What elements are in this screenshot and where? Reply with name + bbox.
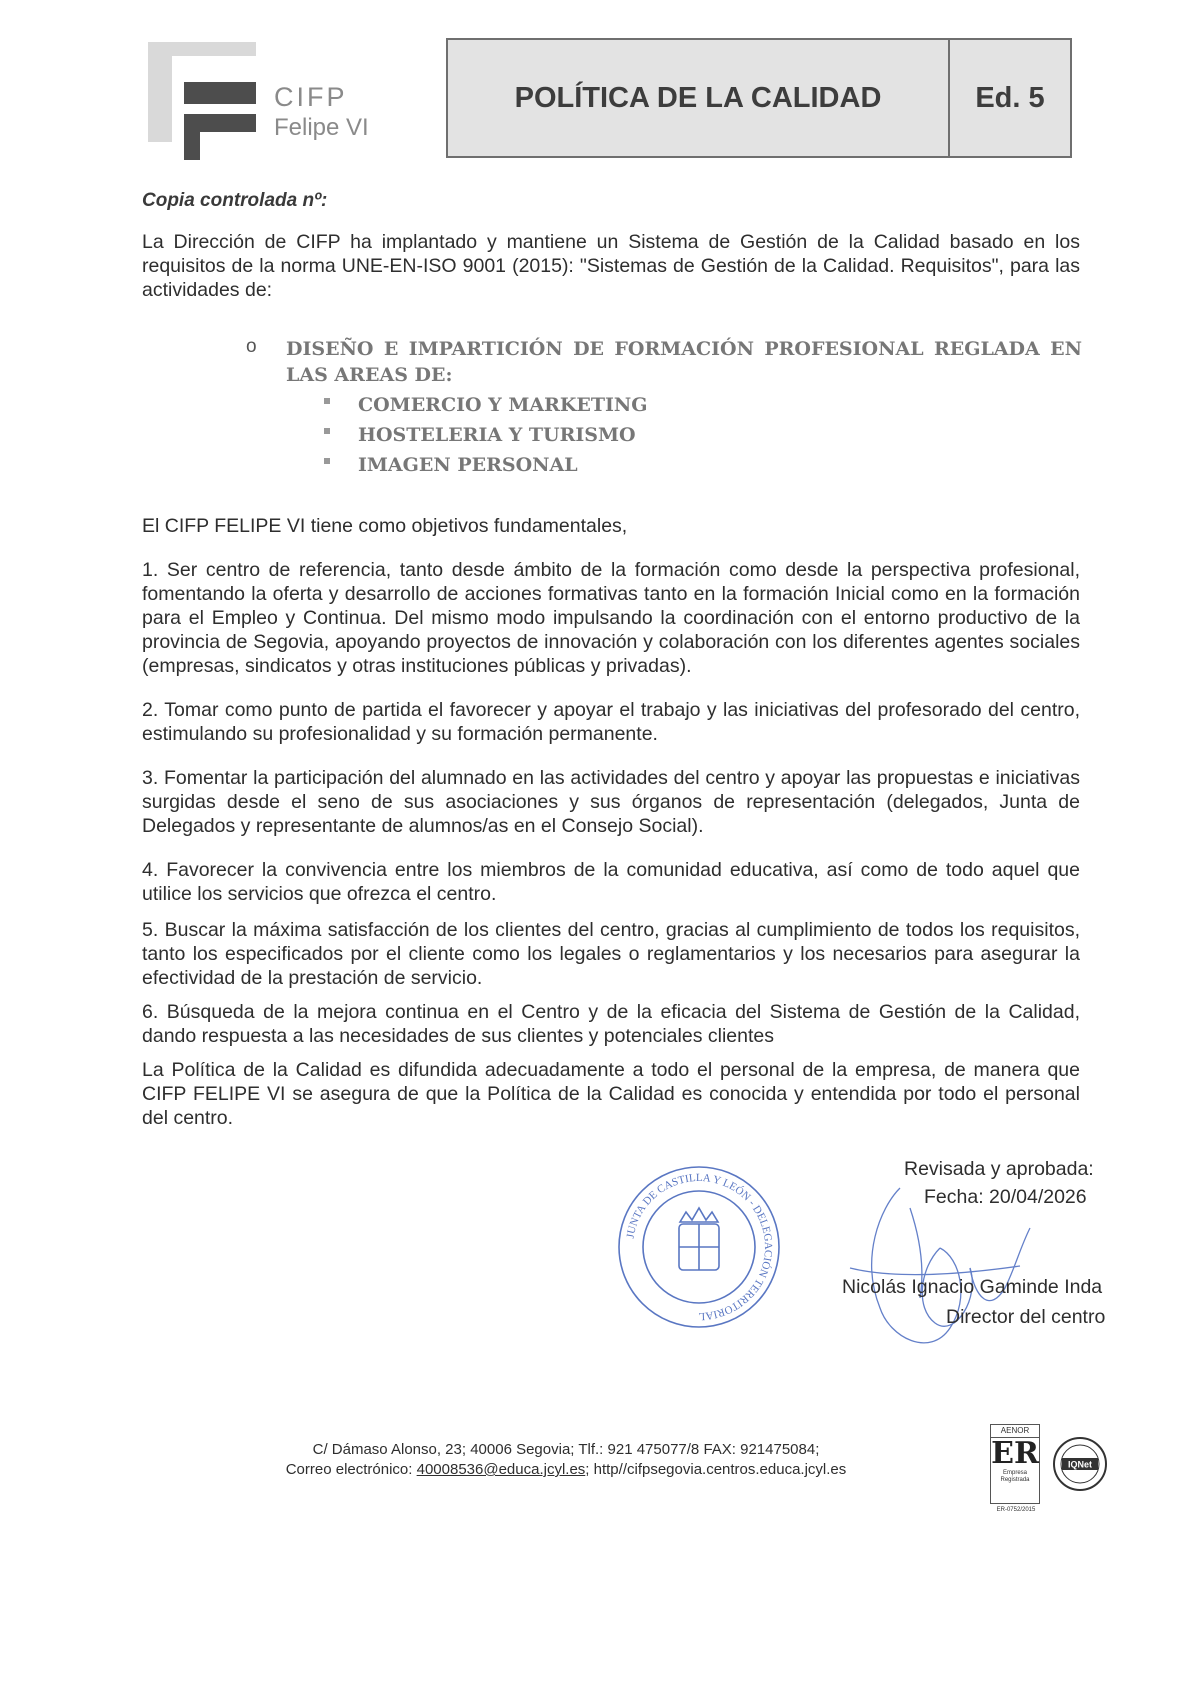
aenor-er-mark: ER: [991, 1436, 1039, 1471]
cifp-logo: [148, 42, 388, 162]
aenor-label: AENOR: [991, 1425, 1039, 1438]
aenor-certification-badge: [990, 1424, 1040, 1504]
cifp-logo-mark-icon: [148, 42, 260, 160]
logo-subtitle: Felipe VI: [274, 114, 369, 141]
objective-item: 6. Búsqueda de la mejora continua en el Centro y de la eficacia del Sistema de Gestión de la Calidad, dando respuesta a las necesidades de sus clientes y potenciales clientes: [142, 1001, 1080, 1047]
signer-role: Director del centro: [946, 1306, 1106, 1328]
footer-address: C/ Dámaso Alonso, 23; 40006 Segovia; Tlf.: 921 475077/8 FAX: 921475084;: [312, 1441, 820, 1458]
objective-item: 1. Ser centro de referencia, tanto desde ámbito de la formación como desde la perspectiva profesional, fomentando la oferta y desarrollo de acciones formativas tanto en la formación Inicial como en la formación para el Empleo y Continua. Del mismo modo impulsando la coordinación con el entorno productivo de la provincia de Segovia, apoyando proyectos de innovación y colaboración con los diferentes agentes sociales (empresas, sindicatos y otras instituciones públicas y privadas).: [142, 559, 1080, 677]
document-title-box: [446, 38, 1072, 158]
footer-email-link[interactable]: 40008536@educa.jcyl.es: [416, 1461, 586, 1478]
footer-email-line: [236, 1460, 896, 1480]
controlled-copy-label: Copia controlada nº:: [142, 190, 328, 211]
closing-paragraph: La Política de la Calidad es difundida adecuadamente a todo el personal de la empresa, de manera que CIFP FELIPE VI se asegura de que la Política de la Calidad es conocida y entendida por todo el personal del centro.: [142, 1059, 1080, 1129]
objective-item: 4. Favorecer la convivencia entre los miembros de la comunidad educativa, así como de todo aquel que utilice los servicios que ofrezca el centro.: [142, 859, 1080, 905]
square-bullet-icon: [324, 458, 330, 464]
iqnet-label: IQNet: [1067, 1459, 1093, 1470]
objective-item: 5. Buscar la máxima satisfacción de los clientes del centro, gracias al cumplimiento de todos los requisitos, tanto los especificados por el cliente como los legales o reglamentarios y los necesarios para asegurar la efectividad de la prestación de servicio.: [142, 919, 1080, 989]
official-seal-icon: [612, 1162, 786, 1332]
logo-name: CIFP: [274, 82, 348, 112]
area-label: HOSTELERIA Y TURISMO: [358, 424, 636, 446]
signer-name: Nicolás Ignacio Gaminde Inda: [842, 1276, 1103, 1298]
square-bullet-icon: [324, 428, 330, 434]
objective-item: 3. Fomentar la participación del alumnado en las actividades del centro y apoyar las propuestas e iniciativas surgidas desde el seno de sus asociaciones y sus órganos de representación (delegados, Junta de Delegados y representante de alumnos/as en el Consejo Social).: [142, 767, 1080, 837]
aenor-subtitle: Empresa Registrada: [1000, 1470, 1030, 1483]
approval-date: Fecha: 20/04/2026: [924, 1186, 1087, 1208]
objective-item: 2. Tomar como punto de partida el favorecer y apoyar el trabajo y las iniciativas del profesorado del centro, estimulando su profesionalidad y su formación permanente.: [142, 699, 1080, 745]
footer-contact: [236, 1440, 896, 1480]
aenor-code: ER-0752/2015: [996, 1507, 1036, 1513]
activity-bullet: o: [246, 336, 257, 357]
iqnet-certification-icon: [1052, 1436, 1108, 1492]
footer-email-prefix: Correo electrónico:: [285, 1461, 417, 1478]
approval-label: Revisada y aprobada:: [904, 1158, 1094, 1180]
footer-website: ; http//cifpsegovia.centros.educa.jcyl.es: [585, 1461, 847, 1478]
area-label: IMAGEN PERSONAL: [358, 454, 578, 476]
handwritten-signature-icon: [820, 1148, 1050, 1378]
area-label: COMERCIO Y MARKETING: [358, 394, 648, 416]
square-bullet-icon: [324, 398, 330, 404]
activity-title: DISEÑO E IMPARTICIÓN DE FORMACIÓN PROFESIONAL REGLADA EN LAS AREAS DE:: [286, 338, 1082, 386]
document-edition: Ed. 5: [975, 81, 1045, 114]
seal-ring-text: JUNTA DE CASTILLA Y LEÓN - DELEGACIÓN TERRITORIAL: [624, 1171, 775, 1323]
objectives-intro: El CIFP FELIPE VI tiene como objetivos fundamentales,: [142, 515, 628, 537]
intro-paragraph: La Dirección de CIFP ha implantado y mantiene un Sistema de Gestión de la Calidad basado en los requisitos de la norma UNE-EN-ISO 9001 (2015): "Sistemas de Gestión de la Calidad. Requisitos", para las actividades de:: [142, 231, 1080, 301]
document-title: POLÍTICA DE LA CALIDAD: [448, 40, 950, 156]
